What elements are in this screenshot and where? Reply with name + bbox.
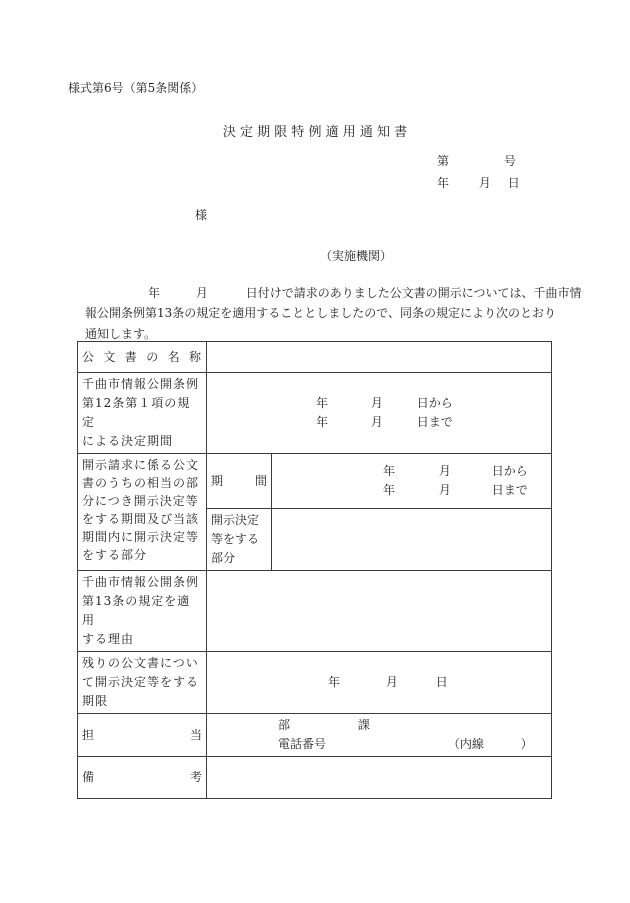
remaining-label-cell	[78, 652, 207, 714]
form-number: 様式第6号（第5条関係）	[68, 81, 204, 95]
partial-label-line6: をする部分	[82, 548, 148, 562]
contact-value-cell	[207, 714, 552, 757]
partial-label-line2: 書のうちの相当の部	[82, 476, 200, 490]
contact-dept-line	[211, 716, 547, 735]
remarks-label-cell	[78, 757, 207, 799]
period-to	[276, 481, 547, 500]
phone-label: 電話番号	[278, 737, 327, 751]
reason-label-line1: 千曲市情報公開条例	[82, 575, 200, 589]
partial-label-line3: 分につき開示決定等	[82, 494, 199, 508]
issue-date-day: 日	[507, 176, 520, 190]
parts-label-cell	[207, 509, 272, 571]
decision-period-to	[211, 413, 547, 432]
period-from-day: 日から	[491, 464, 528, 478]
period-value-cell	[272, 454, 552, 509]
reason-label-line3: する理由	[82, 632, 135, 646]
document-number-line	[437, 152, 516, 169]
document-name-value-cell	[207, 342, 552, 373]
request-date-year: 年	[148, 286, 161, 300]
period-from-month: 月	[438, 464, 451, 478]
body-line-1	[85, 283, 582, 303]
row-decision-period	[78, 373, 552, 454]
issue-date-line	[437, 174, 520, 191]
contact-phone-line	[211, 735, 547, 754]
dp-from-year: 年	[316, 396, 329, 410]
parts-value-cell	[272, 509, 552, 571]
remarks-label: 備 考	[82, 770, 202, 784]
decision-period-label-line3: による決定期間	[82, 434, 174, 448]
remaining-label-line2: て開示決定等をする	[82, 675, 200, 689]
period-label-cell	[207, 454, 272, 509]
addressee-honorific: 様	[195, 208, 208, 222]
row-reason	[78, 571, 552, 652]
decision-period-label-line1: 千曲市情報公開条例	[82, 377, 200, 391]
decision-period-label-line2: 第12条第１項の規定	[82, 396, 191, 429]
row-remaining	[78, 652, 552, 714]
body-paragraph	[85, 283, 582, 344]
dp-to-year: 年	[316, 415, 329, 429]
page-title: 決 定 期 限 特 例 適 用 通 知 書	[222, 125, 408, 140]
period-from	[276, 462, 547, 481]
issue-date-month: 月	[478, 176, 491, 190]
body-line-1-text: 日付けで請求のありました公文書の開示については、千曲市情	[245, 286, 582, 300]
extension-label: （内線	[447, 737, 484, 751]
partial-label-line1: 開示請求に係る公文	[82, 458, 200, 472]
remarks-value-cell	[207, 757, 552, 799]
contact-label: 担 当	[82, 727, 202, 742]
decision-period-label-cell	[78, 373, 207, 454]
parts-label-line1: 開示決定	[211, 513, 260, 527]
body-line-3: 通知します。	[85, 326, 157, 341]
remaining-date-year: 年	[328, 675, 341, 689]
period-from-year: 年	[383, 464, 396, 478]
contact-label-cell	[78, 714, 207, 757]
request-date-month: 月	[195, 286, 208, 300]
row-contact	[78, 714, 552, 757]
dp-from-month: 月	[370, 396, 383, 410]
remaining-date-month: 月	[385, 675, 398, 689]
row-partial-period	[78, 454, 552, 509]
period-label: 期 間	[211, 473, 267, 488]
period-to-month: 月	[438, 483, 451, 497]
remaining-date-day: 日	[435, 675, 448, 689]
remaining-value-cell	[207, 652, 552, 714]
notification-table	[77, 341, 552, 799]
doc-number-prefix: 第	[437, 154, 450, 168]
issuer-label: （実施機関）	[320, 249, 393, 263]
issue-date-year: 年	[437, 176, 450, 190]
dp-from-day: 日から	[416, 396, 453, 410]
parts-label-line3: 部分	[211, 551, 236, 565]
extension-close-paren: ）	[520, 737, 533, 751]
decision-period-value-cell	[207, 373, 552, 454]
reason-label-cell	[78, 571, 207, 652]
dept-label: 部	[278, 718, 291, 732]
partial-label-cell	[78, 454, 207, 571]
section-label: 課	[357, 718, 370, 732]
document-name-label: 公 文 書 の 名 称	[82, 349, 202, 364]
partial-label-line4: をする期間及び当該	[82, 512, 200, 526]
reason-value-cell	[207, 571, 552, 652]
partial-label-line5: 期間内に開示決定等	[82, 530, 200, 544]
body-line-2: 報公開条例第13条の規定を適用することとしましたので、同条の規定により次のとおり	[85, 306, 557, 321]
reason-label-line2: 第13条の規定を適用	[82, 594, 191, 627]
decision-period-from	[211, 394, 547, 413]
row-remarks	[78, 757, 552, 799]
remaining-date	[211, 673, 547, 692]
dp-to-day: 日まで	[416, 415, 453, 429]
remaining-label-line3: 期限	[82, 694, 109, 708]
dp-to-month: 月	[370, 415, 383, 429]
doc-number-suffix: 号	[503, 154, 516, 168]
period-to-day: 日まで	[491, 483, 528, 497]
row-document-name	[78, 342, 552, 373]
remaining-label-line1: 残りの公文書につい	[82, 656, 199, 670]
period-to-year: 年	[383, 483, 396, 497]
parts-label-line2: 等をする	[211, 532, 260, 546]
document-name-label-cell	[78, 342, 207, 373]
